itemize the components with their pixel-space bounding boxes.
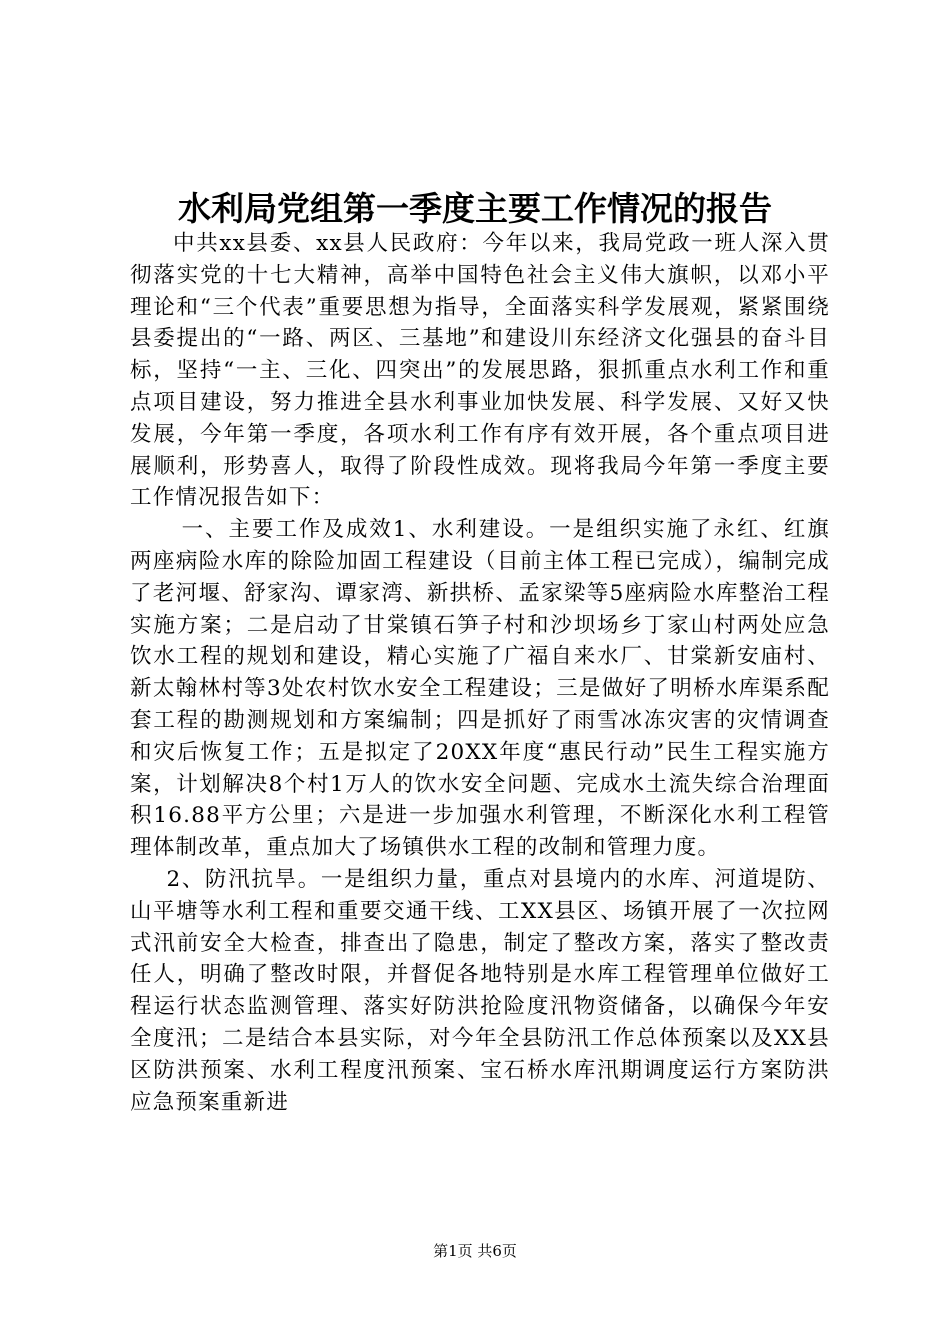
paragraph-water-construction: 一、主要工作及成效1、水利建设。一是组织实施了永红、红旗两座病险水库的除险加固工程建设（目前主体工程已完成），编制完成了老河堰、舒家沟、谭家湾、新拱桥、孟家梁等5座病险水库整治工程实施方案；二是启动了甘棠镇石笋子村和沙坝场乡丁家山村两处应急饮水工程的规划和建设，精心实施了广福自来水厂、甘棠新安庙村、新太翰林村等3处农村饮水安全工程建设；三是做好了明桥水库渠系配套工程的勘测规划和方案编制；四是抓好了雨雪冰冻灾害的灾情调查和灾后恢复工作；五是拟定了20XX年度“惠民行动”民生工程实施方案，计划解决8个村1万人的饮水安全问题、完成水土流失综合治理面积16.88平方公里；六是进一步加强水利管理，不断深化水利工程管理体制改革，重点加大了场镇供水工程的改制和管理力度。 — [130, 517, 830, 861]
page-footer: 第1页 共6页 — [433, 1242, 517, 1260]
paragraph-opening: 中共xx县委、xx县人民政府：今年以来，我局党政一班人深入贯彻落实党的十七大精神，高举中国特色社会主义伟大旗帜，以邓小平理论和“三个代表”重要思想为指导，全面落实科学发展观，紧紧围绕县委提出的“一路、两区、三基地”和建设川东经济文化强县的奋斗目标，坚持“一主、三化、四突出”的发展思路，狠抓重点水利工作和重点项目建设，努力推进全县水利事业加快发展、科学发展、又好又快发展，今年第一季度，各项水利工作有序有效开展，各个重点项目进展顺利，形势喜人，取得了阶段性成效。现将我局今年第一季度主要工作情况报告如下： — [130, 231, 830, 511]
document-title: 水利局党组第一季度主要工作情况的报告 — [178, 189, 772, 228]
paragraph-flood-control: 2、防汛抗旱。一是组织力量，重点对县境内的水库、河道堤防、山平塘等水利工程和重要交通干线、工XX县区、场镇开展了一次拉网式汛前安全大检查，排查出了隐患，制定了整改方案，落实了整改责任人，明确了整改时限，并督促各地特别是水库工程管理单位做好工程运行状态监测管理、落实好防洪抢险度汛物资储备，以确保今年安全度汛；二是结合本县实际，对今年全县防汛工作总体预案以及XX县区防洪预案、水利工程度汛预案、宝石桥水库汛期调度运行方案防洪应急预案重新进 — [130, 866, 830, 1115]
document-body — [130, 228, 830, 1118]
